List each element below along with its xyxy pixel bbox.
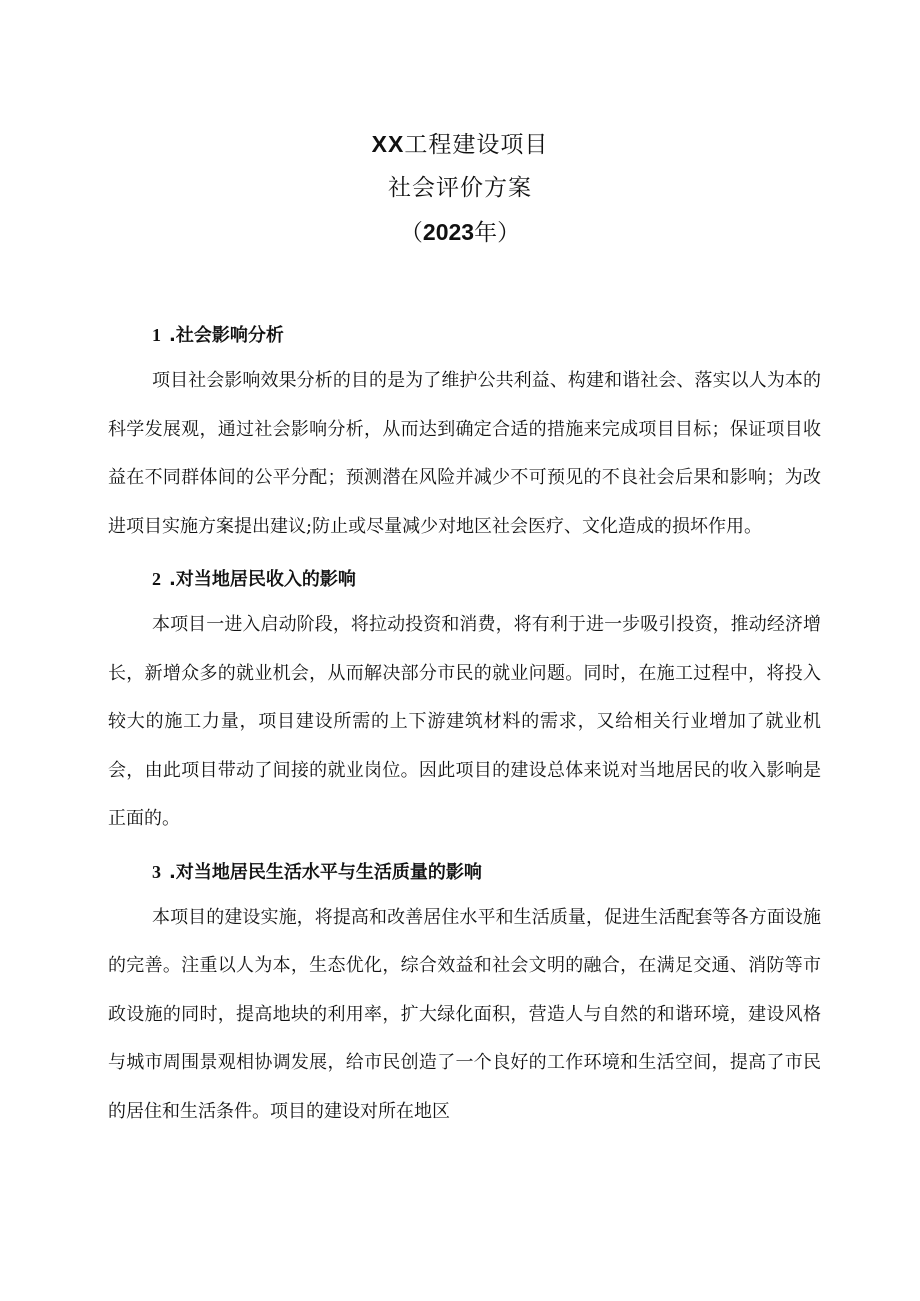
title-year-number: 2023 [422,219,475,245]
section-paragraph-3: 本项目的建设实施，将提高和改善居住水平和生活质量，促进生活配套等各方面设施的完善。注重以人为本，生态优化，综合效益和社会文明的融合，在满足交通、消防等市政设施的同时，提高地块的利用率，扩大绿化面积，营造人与自然的和谐环境，建设风格与城市周围景观相协调发展，给市民创造了一个良好的工作环境和生活空间，提高了市民的居住和生活条件。项目的建设对所在地区 [108,906,821,1122]
section-title-3: .对当地居民生活水平与生活质量的影响 [169,861,482,883]
title-project-code: XX [371,131,405,157]
section-paragraph-1: 项目社会影响效果分析的目的是为了维护公共利益、构建和谐社会、落实以人为本的科学发展观，通过社会影响分析，从而达到确定合适的措施来完成项目目标；保证项目收益在不同群体间的公平分配；预测潜在风险并减少不可预见的不良社会后果和影响；为改进项目实施方案提出建议;防止或尽量减少对地区社会医疗、文化造成的损坏作用。 [108,370,821,537]
section-paragraph-2: 本项目一进入启动阶段，将拉动投资和消费，将有利于进一步吸引投资，推动经济增长，新增众多的就业机会，从而解决部分市民的就业问题。同时，在施工过程中，将投入较大的施工力量，项目建设所需的上下游建筑材料的需求，又给相关行业增加了就业机会，由此项目带动了间接的就业岗位。因此项目的建设总体来说对当地居民的收入影响是正面的。 [108,614,821,829]
document-body [108,313,821,1142]
title-line-plan: 社会评价方案 [388,175,532,201]
section-heading-3 [108,850,821,894]
section-title-1: .社会影响分析 [169,325,284,346]
title-line-project [0,122,920,166]
section-heading-1 [108,313,821,357]
title-line-year [0,210,920,254]
document-title [0,122,920,254]
section-heading-2 [108,557,821,601]
title-year-suffix: 年） [474,220,521,246]
section-number-3: 3 [152,861,161,882]
section-number-1: 1 [152,325,161,345]
section-title-2: .对当地居民收入的影响 [169,569,356,590]
section-number-2: 2 [152,569,161,589]
title-project-name: 工程建设项目 [404,132,549,158]
title-year-open-paren: （ [399,220,423,246]
